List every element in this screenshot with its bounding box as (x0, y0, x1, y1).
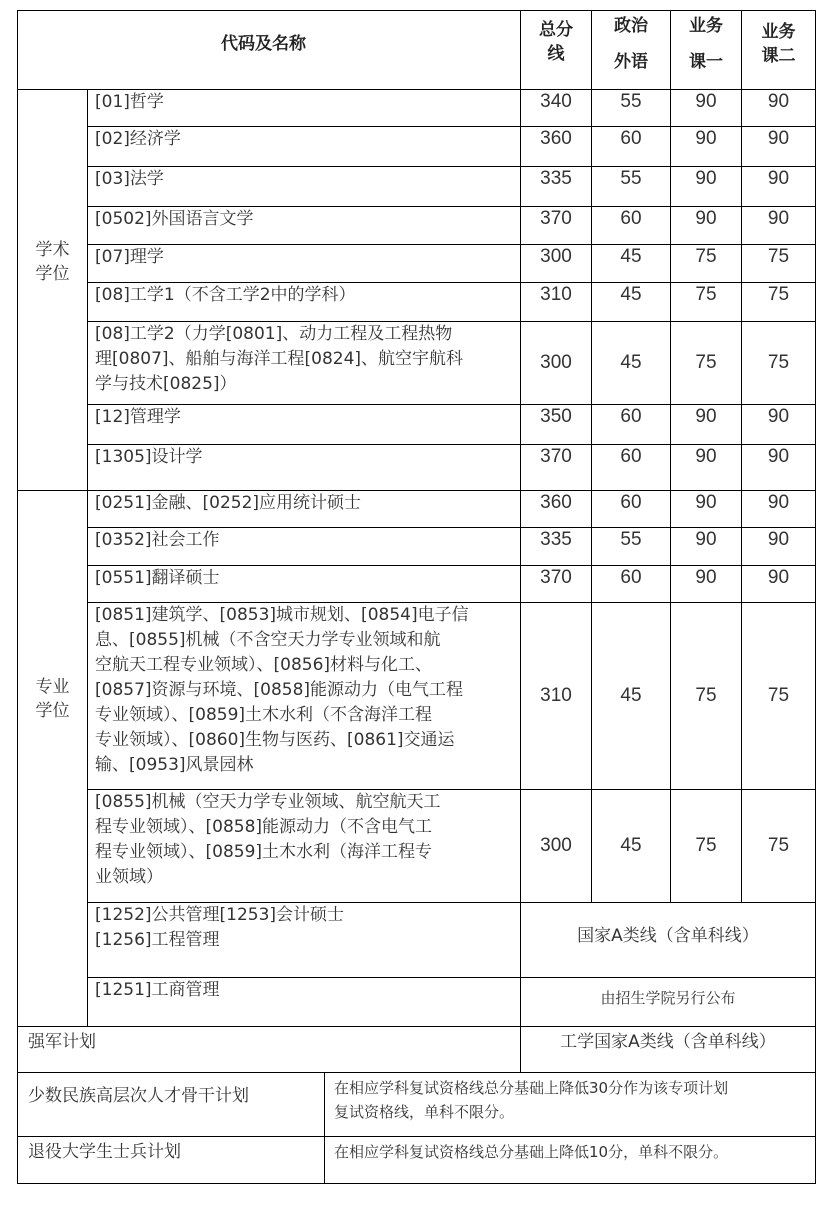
special-row-1-note: 工学国家A类线（含单科线） (560, 1032, 776, 1052)
professional-row-4-name-line-7: 输、[0953]风景园林 (95, 755, 254, 775)
special-row-3-note: 在相应学科复试资格线总分基础上降低10分，单科不限分。 (334, 1143, 729, 1161)
header-total-line1: 总分 (539, 20, 573, 40)
academic-row-1-politics-value: 55 (620, 91, 642, 112)
professional-row-5-total-value: 300 (540, 835, 572, 856)
academic-row-7-politics-value: 45 (620, 352, 642, 373)
professional-row-1-c1-value: 90 (695, 492, 717, 513)
professional-row-5-name-line-1: [0855]机械（空天力学专业领域、航空航天工 (95, 792, 441, 812)
header-course2-line2: 课二 (761, 46, 796, 66)
professional-row-3-politics-value: 60 (620, 567, 642, 588)
academic-row-4-c1-value: 90 (695, 208, 717, 229)
academic-group-label-2: 学位 (35, 264, 70, 284)
academic-row-2-total-value: 360 (540, 128, 572, 149)
professional-row-2-c1-value: 90 (695, 529, 717, 550)
professional-row-1-c2-value: 90 (767, 492, 790, 513)
academic-row-4-politics-value: 60 (620, 208, 642, 229)
academic-group-cell (17, 89, 88, 491)
academic-row-6-c2-value: 75 (767, 284, 790, 305)
academic-row-1-name: [01]哲学 (95, 92, 164, 112)
academic-row-7-name-line-1: [08]工学2（力学[0801]、动力工程及工程热物 (95, 324, 453, 344)
professional-group-label-1: 专业 (35, 677, 70, 697)
professional-row-3-c1-value: 90 (695, 567, 717, 588)
academic-row-8-name: [12]管理学 (95, 407, 181, 427)
professional-row-3-name: [0551]翻译硕士 (95, 568, 220, 588)
academic-row-9-c1-value: 90 (695, 446, 717, 467)
professional-row-6-name-line-2: [1256]工程管理 (95, 930, 220, 950)
academic-row-6-c1-value: 75 (695, 284, 717, 305)
academic-row-4-total-value: 370 (540, 208, 572, 229)
professional-row-3-total-value: 370 (540, 567, 572, 588)
header-course2-line1: 业务 (761, 22, 796, 42)
professional-row-6-name-line-1: [1252]公共管理[1253]会计硕士 (95, 905, 345, 925)
professional-row-4-name-line-4: [0857]资源与环境、[0858]能源动力（电气工程 (95, 680, 464, 700)
academic-row-8-politics-value: 60 (620, 406, 642, 427)
academic-row-5-name: [07]理学 (95, 247, 164, 267)
header-politics-line2: 外语 (614, 52, 648, 72)
professional-row-1-name: [0251]金融、[0252]应用统计硕士 (95, 493, 362, 513)
special-row-1-name: 强军计划 (28, 1032, 96, 1052)
professional-row-2-politics-value: 55 (620, 529, 642, 550)
professional-row-4-c1-value: 75 (695, 685, 717, 706)
academic-row-5-total-value: 300 (540, 246, 572, 267)
academic-row-2-name: [02]经济学 (95, 129, 181, 149)
academic-row-3-name: [03]法学 (95, 169, 164, 189)
professional-row-5-politics-value: 45 (620, 835, 642, 856)
academic-row-5-politics-value: 45 (620, 246, 642, 267)
special-row-2-note-line2: 复试资格线，单科不限分。 (334, 1103, 515, 1121)
academic-row-1-c1-value: 90 (695, 91, 717, 112)
professional-group-cell (17, 490, 88, 1027)
academic-row-1-c2-value: 90 (767, 91, 790, 112)
academic-row-8-total-value: 350 (540, 406, 572, 427)
academic-group-label-1: 学术 (35, 240, 70, 260)
professional-row-7-note: 由招生学院另行公布 (600, 989, 736, 1007)
professional-row-4-name-line-1: [0851]建筑学、[0853]城市规划、[0854]电子信 (95, 605, 469, 625)
professional-row-4-c2-value: 75 (767, 685, 790, 706)
academic-row-4-name: [0502]外国语言文学 (95, 209, 254, 229)
academic-row-3-c1-value: 90 (695, 168, 717, 189)
professional-row-5-name-line-2: 程专业领域）、[0858]能源动力（不含电气工 (95, 817, 433, 837)
professional-row-5-c1-value: 75 (695, 835, 717, 856)
academic-row-9-total-value: 370 (540, 446, 572, 467)
special-row-3-name: 退役大学生士兵计划 (28, 1142, 181, 1162)
header-course1-line1: 业务 (689, 16, 723, 36)
academic-row-6-name: [08]工学1（不含工学2中的学科） (95, 285, 356, 305)
professional-row-2-name: [0352]社会工作 (95, 530, 220, 550)
professional-row-4-name-line-2: 息、[0855]机械（不含空天力学专业领域和航 (95, 630, 441, 650)
academic-row-4-c2-value: 90 (767, 208, 790, 229)
header-politics-line1: 政治 (614, 16, 648, 36)
professional-row-2-total-value: 335 (540, 529, 572, 550)
academic-row-5-c2-value: 75 (767, 246, 790, 267)
academic-row-3-c2-value: 90 (767, 168, 790, 189)
academic-row-7-total-value: 300 (540, 352, 572, 373)
academic-row-9-politics-value: 60 (620, 446, 642, 467)
professional-group-label-2: 学位 (35, 701, 70, 721)
header-total-line2: 线 (547, 44, 565, 64)
academic-row-8-c2-value: 90 (767, 406, 790, 427)
professional-row-4-politics-value: 45 (620, 685, 642, 706)
academic-row-9-name: [1305]设计学 (95, 447, 203, 467)
academic-row-5-c1-value: 75 (695, 246, 717, 267)
academic-row-7-name-line-3: 学与技术[0825]） (95, 374, 237, 394)
header-code-name: 代码及名称 (221, 34, 306, 54)
professional-row-5-c2-value: 75 (767, 835, 790, 856)
header-course1-line2: 课一 (689, 52, 723, 72)
academic-row-2-politics-value: 60 (620, 128, 642, 149)
academic-row-1-total-value: 340 (540, 91, 572, 112)
academic-row-2-c1-value: 90 (695, 128, 717, 149)
professional-row-7-name: [1251]工商管理 (95, 980, 220, 1000)
professional-row-2-c2-value: 90 (767, 529, 790, 550)
academic-row-6-politics-value: 45 (620, 284, 642, 305)
academic-row-6-total-value: 310 (540, 284, 572, 305)
professional-row-5-name-line-4: 业领域） (95, 867, 163, 887)
academic-row-3-total-value: 335 (540, 168, 572, 189)
special-row-2-name: 少数民族高层次人才骨干计划 (28, 1086, 249, 1106)
professional-row-5-name-line-3: 程专业领域）、[0859]土木水利（海洋工程专 (95, 842, 433, 862)
professional-row-6-note: 国家A类线（含单科线） (577, 926, 759, 946)
academic-row-7-c2-value: 75 (767, 352, 790, 373)
academic-row-7-c1-value: 75 (695, 352, 717, 373)
professional-row-3-c2-value: 90 (767, 567, 790, 588)
academic-row-9-c2-value: 90 (767, 446, 790, 467)
academic-row-8-c1-value: 90 (695, 406, 717, 427)
professional-row-4-name-line-5: 专业领域）、[0859]土木水利（不含海洋工程 (95, 705, 433, 725)
professional-row-4-total-value: 310 (540, 685, 572, 706)
academic-row-3-politics-value: 55 (620, 168, 642, 189)
professional-row-1-politics-value: 60 (620, 492, 642, 513)
professional-row-1-total-value: 360 (540, 492, 572, 513)
professional-row-4-name-line-3: 空航天工程专业领域）、[0856]材料与化工、 (95, 655, 433, 675)
professional-row-4-name-line-6: 专业领域）、[0860]生物与医药、[0861]交通运 (95, 730, 455, 750)
academic-row-2-c2-value: 90 (767, 128, 790, 149)
special-row-2-note-line1: 在相应学科复试资格线总分基础上降低30分作为该专项计划 (334, 1079, 729, 1097)
academic-row-7-name-line-2: 理[0807]、船舶与海洋工程[0824]、航空宇航科 (95, 349, 464, 369)
